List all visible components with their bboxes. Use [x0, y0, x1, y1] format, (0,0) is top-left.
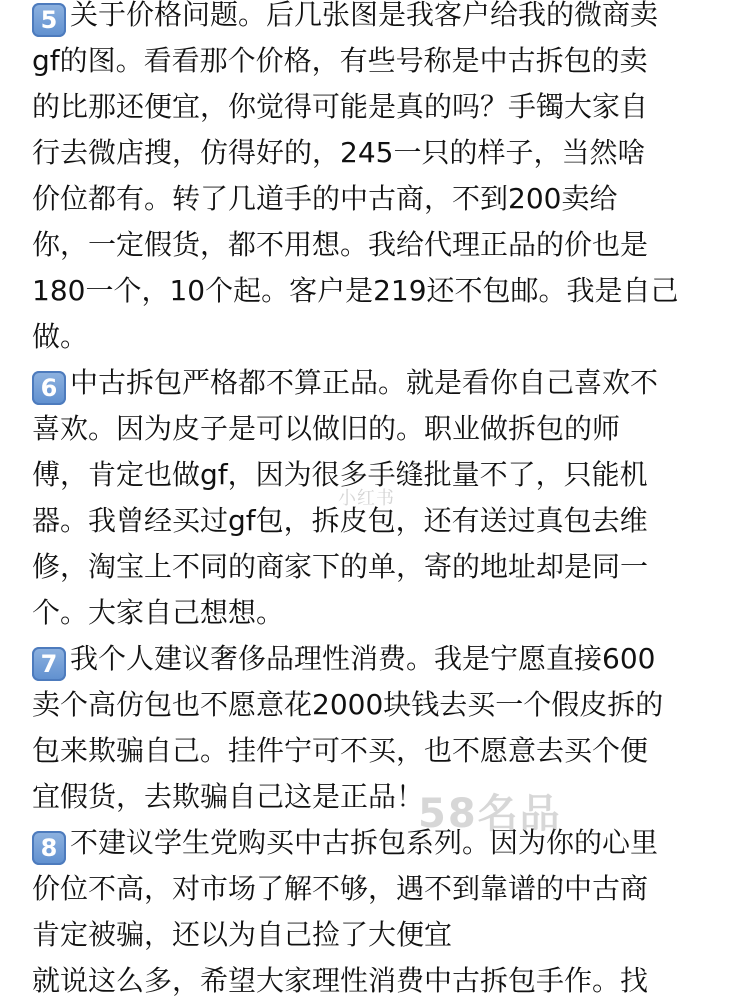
paragraph-closing	[32, 958, 722, 1004]
text-line: 做。	[32, 320, 89, 353]
keycap-6-icon: 6	[32, 371, 66, 405]
text-line: 180一个，10个起。客户是219还不包邮。我是自己	[32, 274, 679, 307]
text-line: 肯定被骗，还以为自己捡了大便宜	[32, 918, 453, 951]
text-line: 卖个高仿包也不愿意花2000块钱去买一个假皮拆的	[32, 688, 664, 721]
text-line: 5 关于价格问题。后几张图是我客户给我的微商卖	[32, 0, 722, 38]
paragraph-8	[32, 820, 722, 958]
text-line: gf的图。看看那个价格，有些号称是中古拆包的卖	[32, 44, 648, 77]
text-line: 器。我曾经买过gf包，拆皮包，还有送过真包去维	[32, 504, 648, 537]
keycap-5-icon: 5	[32, 3, 66, 37]
text-line: 8 不建议学生党购买中古拆包系列。因为你的心里	[32, 820, 722, 866]
keycap-8-icon: 8	[32, 831, 66, 865]
text-line: 包来欺骗自己。挂件宁可不买，也不愿意去买个便	[32, 734, 649, 767]
text-line: 宜假货，去欺骗自己这是正品！	[32, 780, 425, 813]
text-line: 修，淘宝上不同的商家下的单，寄的地址却是同一	[32, 550, 649, 583]
watermark-small: 小红书	[338, 488, 395, 509]
keycap-7-icon: 7	[32, 647, 66, 681]
text-line: 傅，肯定也做gf，因为很多手缝批量不了，只能机	[32, 458, 648, 491]
paragraph-7	[32, 636, 722, 820]
text-line: 行去微店搜，仿得好的，245一只的样子，当然啥	[32, 136, 646, 169]
text-line: 6 中古拆包严格都不算正品。就是看你自己喜欢不	[32, 360, 722, 406]
text-line: 7 我个人建议奢侈品理性消费。我是宁愿直接600	[32, 636, 722, 682]
text-line: 价位都有。转了几道手的中古商，不到200卖给	[32, 182, 618, 215]
paragraph-5	[32, 0, 722, 360]
text-line: 个。大家自己想想。	[32, 596, 285, 629]
text-line: 就说这么多，希望大家理性消费中古拆包手作。找	[32, 964, 649, 997]
text-line: 喜欢。因为皮子是可以做旧的。职业做拆包的师	[32, 412, 621, 445]
text-line: 价位不高，对市场了解不够，遇不到靠谱的中古商	[32, 872, 649, 905]
text-line: 的比那还便宜，你觉得可能是真的吗？手镯大家自	[32, 90, 649, 123]
text-line: 你，一定假货，都不用想。我给代理正品的价也是	[32, 228, 649, 261]
watermark-58mingpin: 58名品	[418, 791, 562, 837]
